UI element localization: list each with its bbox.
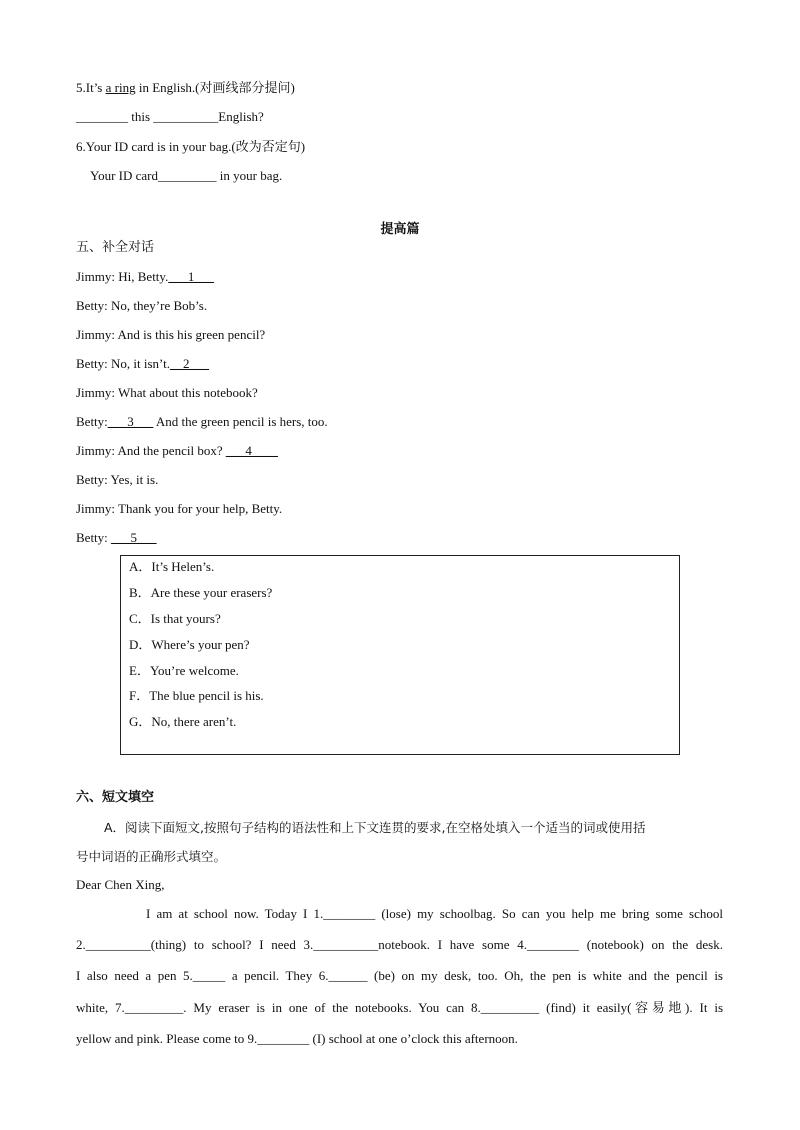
option-d: D．Where’s your pen?	[129, 637, 250, 652]
cloze-instruction: A．阅读下面短文,按照句子结构的语法性和上下文连贯的要求,在空格处填入一个适当的词或使用括	[104, 820, 646, 835]
dialogue-line	[76, 326, 265, 344]
option-a: A．It’s Helen’s.	[129, 559, 215, 574]
dialogue-line	[76, 413, 328, 431]
dialogue-line-text: Betty: No, it isn’t.	[76, 356, 171, 371]
question-5-underlined: a ring	[105, 80, 136, 95]
options-box	[120, 555, 680, 755]
question-5-pre: 5.It’s	[76, 80, 106, 95]
question-5-post: in English.(对画线部分提问)	[135, 80, 295, 95]
dialogue-blank-2: __2___	[170, 356, 210, 371]
dialogue-line-text: Jimmy: And the pencil box?	[76, 443, 226, 458]
dialogue-line	[76, 442, 278, 460]
dialogue-line	[76, 268, 214, 286]
cloze-heading: 六、短文填空	[76, 790, 155, 805]
cloze-line: white, 7._________. My eraser is in one of the notebooks. You can 8._________ (find) it easily(容易地). It is	[76, 1000, 723, 1015]
dialogue-line	[76, 500, 282, 518]
option-e: E．You’re welcome.	[129, 663, 239, 678]
option-g: G．No, there aren’t.	[129, 714, 237, 729]
dialogue-line-text: Betty:	[76, 530, 112, 545]
dialogue-line-text: Jimmy: What about this notebook?	[76, 385, 258, 400]
dialogue-line-text: Jimmy: Hi, Betty.	[76, 269, 169, 284]
option-b: B．Are these your erasers?	[129, 585, 273, 600]
dialogue-line-text: Betty:	[76, 414, 108, 429]
cloze-line: I am at school now. Today I 1.________ (lose) my schoolbag. So can you help me bring some school	[146, 906, 723, 921]
dialogue-line-text: Jimmy: Thank you for your help, Betty.	[76, 501, 283, 516]
question-5	[76, 79, 295, 97]
dialogue-heading: 五、补全对话	[76, 240, 155, 255]
section-title-advanced: 提高篇	[380, 222, 420, 237]
cloze-line: I also need a pen 5._____ a pencil. They 6.______ (be) on my desk, too. Oh, the pen is white and the pencil is	[76, 968, 723, 983]
dialogue-blank-4: ___4____	[225, 443, 278, 458]
dialogue-line-text: Jimmy: And is this his green pencil?	[76, 327, 266, 342]
dialogue-blank-3: ___3___	[107, 414, 154, 429]
dialogue-blank-1: ___1___	[168, 269, 214, 284]
dialogue-line-text: And the green pencil is hers, too.	[153, 414, 328, 429]
cloze-line: yellow and pink. Please come to 9.________ (I) school at one o’clock this afternoon.	[76, 1031, 518, 1046]
option-c: C．Is that yours?	[129, 611, 221, 626]
question-5-answer: ________ this __________English?	[76, 109, 264, 124]
dialogue-line	[76, 297, 207, 315]
dialogue-line-text: Betty: No, they’re Bob’s.	[76, 298, 208, 313]
option-f: F．The blue pencil is his.	[129, 688, 264, 703]
dialogue-blank-5: ___5___	[111, 530, 157, 545]
dialogue-line	[76, 355, 209, 373]
cloze-instruction-cont: 号中词语的正确形式填空。	[76, 849, 227, 864]
question-6-answer: Your ID card_________ in your bag.	[90, 168, 283, 183]
cloze-line: 2.__________(thing) to school? I need 3.__________notebook. I have some 4.________ (notebook) on the desk.	[76, 937, 723, 952]
dialogue-line	[76, 471, 158, 489]
letter-salutation: Dear Chen Xing,	[76, 877, 165, 892]
question-6: 6.Your ID card is in your bag.(改为否定句)	[76, 139, 306, 154]
dialogue-line-text: Betty: Yes, it is.	[76, 472, 159, 487]
dialogue-line	[76, 529, 157, 547]
dialogue-line	[76, 384, 258, 402]
